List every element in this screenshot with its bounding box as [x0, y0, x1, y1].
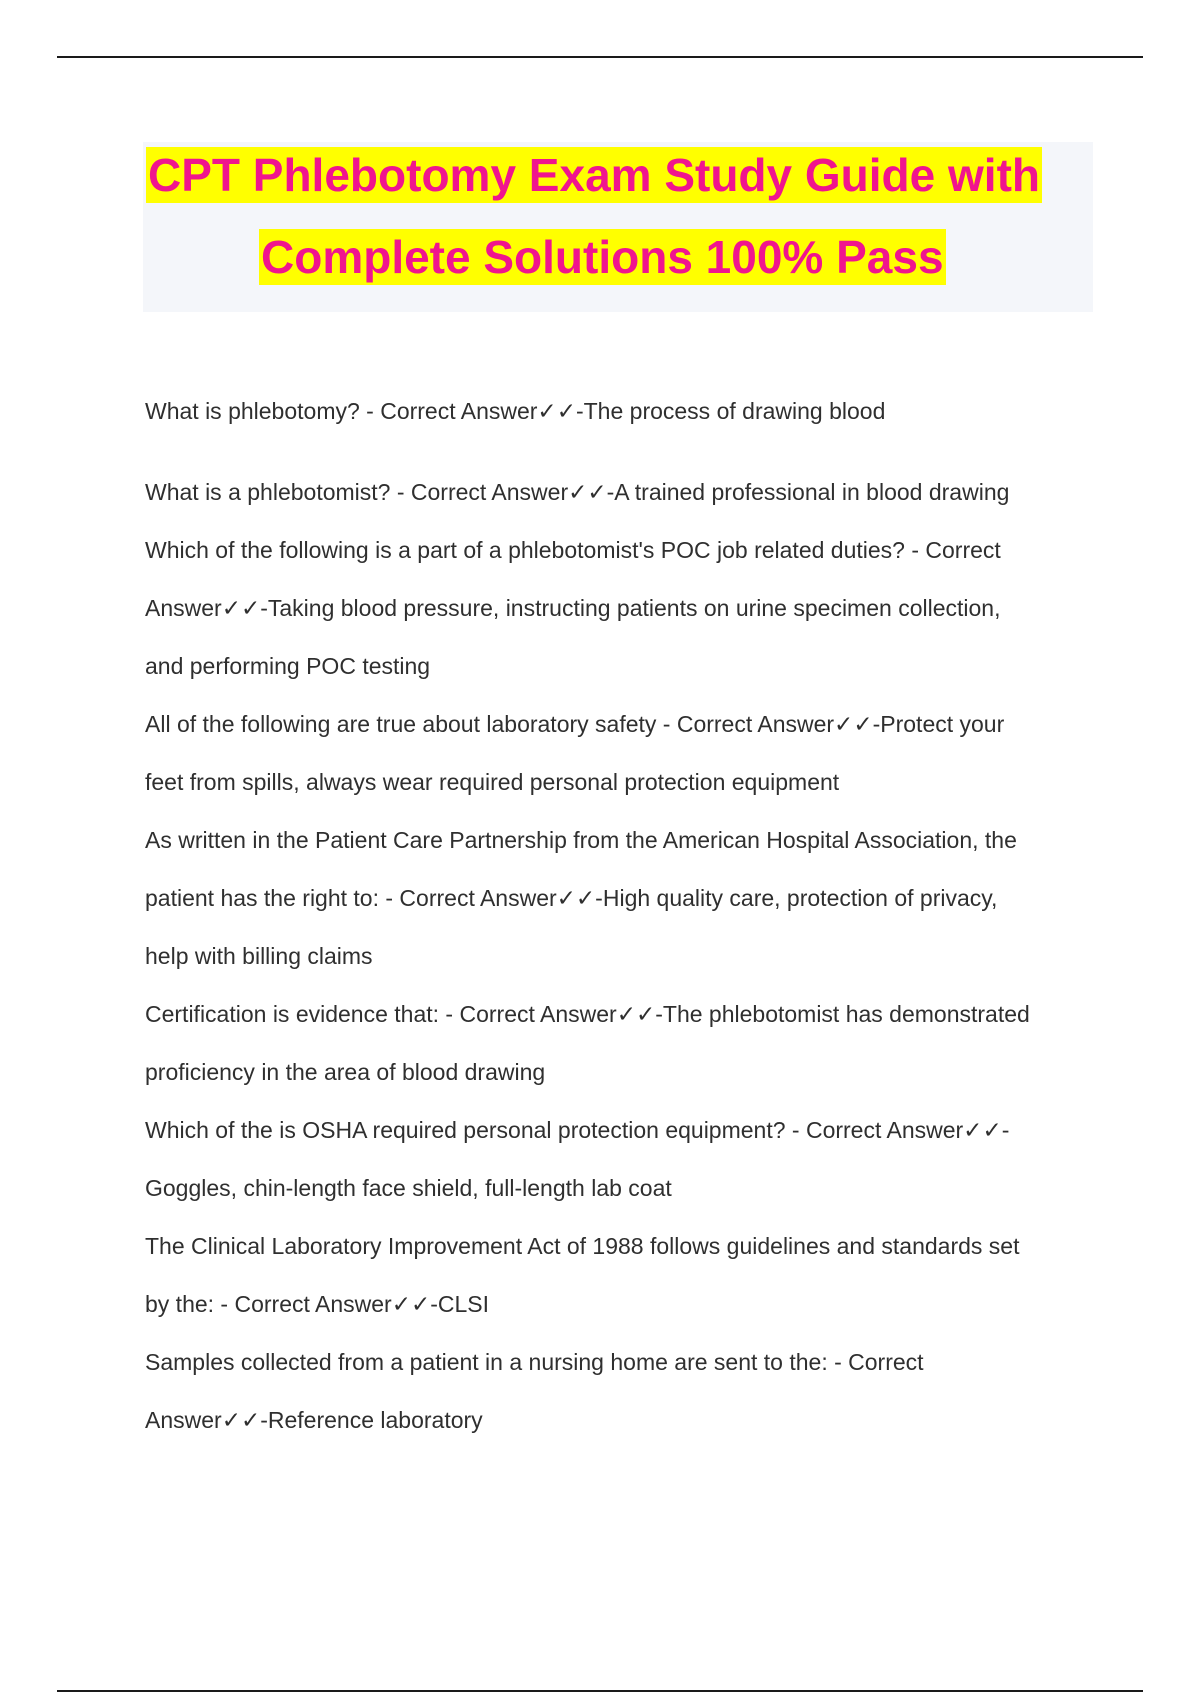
- qa-line: Which of the following is a part of a phlebotomist's POC job related duties? - Correct: [145, 537, 1001, 563]
- header-rule: [57, 56, 1143, 58]
- qa-line: by the: - Correct Answer✓✓-CLSI: [145, 1291, 490, 1317]
- qa-line: and performing POC testing: [145, 653, 431, 679]
- qa-line: Which of the is OSHA required personal protection equipment? - Correct Answer✓✓-: [145, 1117, 1010, 1143]
- qa-list: [145, 382, 1095, 1449]
- document-title-line-1: CPT Phlebotomy Exam Study Guide with: [148, 149, 1040, 201]
- document-title-line-2: Complete Solutions 100% Pass: [261, 231, 944, 283]
- qa-line: patient has the right to: - Correct Answer✓✓-High quality care, protection of privacy,: [145, 885, 998, 911]
- qa-line: What is phlebotomy? - Correct Answer✓✓-The process of drawing blood: [145, 398, 886, 424]
- qa-line: All of the following are true about laboratory safety - Correct Answer✓✓-Protect your: [145, 711, 1005, 737]
- qa-line: feet from spills, always wear required personal protection equipment: [145, 769, 840, 795]
- qa-line: As written in the Patient Care Partnership from the American Hospital Association, the: [145, 827, 1017, 853]
- qa-line: proficiency in the area of blood drawing: [145, 1059, 546, 1085]
- qa-line: help with billing claims: [145, 943, 373, 969]
- footer-rule: [57, 1690, 1143, 1692]
- qa-line: What is a phlebotomist? - Correct Answer✓✓-A trained professional in blood drawing: [145, 479, 1010, 505]
- qa-line: Goggles, chin-length face shield, full-length lab coat: [145, 1175, 672, 1201]
- qa-line: Answer✓✓-Taking blood pressure, instructing patients on urine specimen collection,: [145, 595, 1001, 621]
- qa-line: Samples collected from a patient in a nursing home are sent to the: - Correct: [145, 1349, 924, 1375]
- title-block: [143, 142, 1093, 312]
- qa-line: Answer✓✓-Reference laboratory: [145, 1407, 483, 1433]
- qa-line: The Clinical Laboratory Improvement Act of 1988 follows guidelines and standards set: [145, 1233, 1020, 1259]
- qa-line: Certification is evidence that: - Correct Answer✓✓-The phlebotomist has demonstrated: [145, 1001, 1030, 1027]
